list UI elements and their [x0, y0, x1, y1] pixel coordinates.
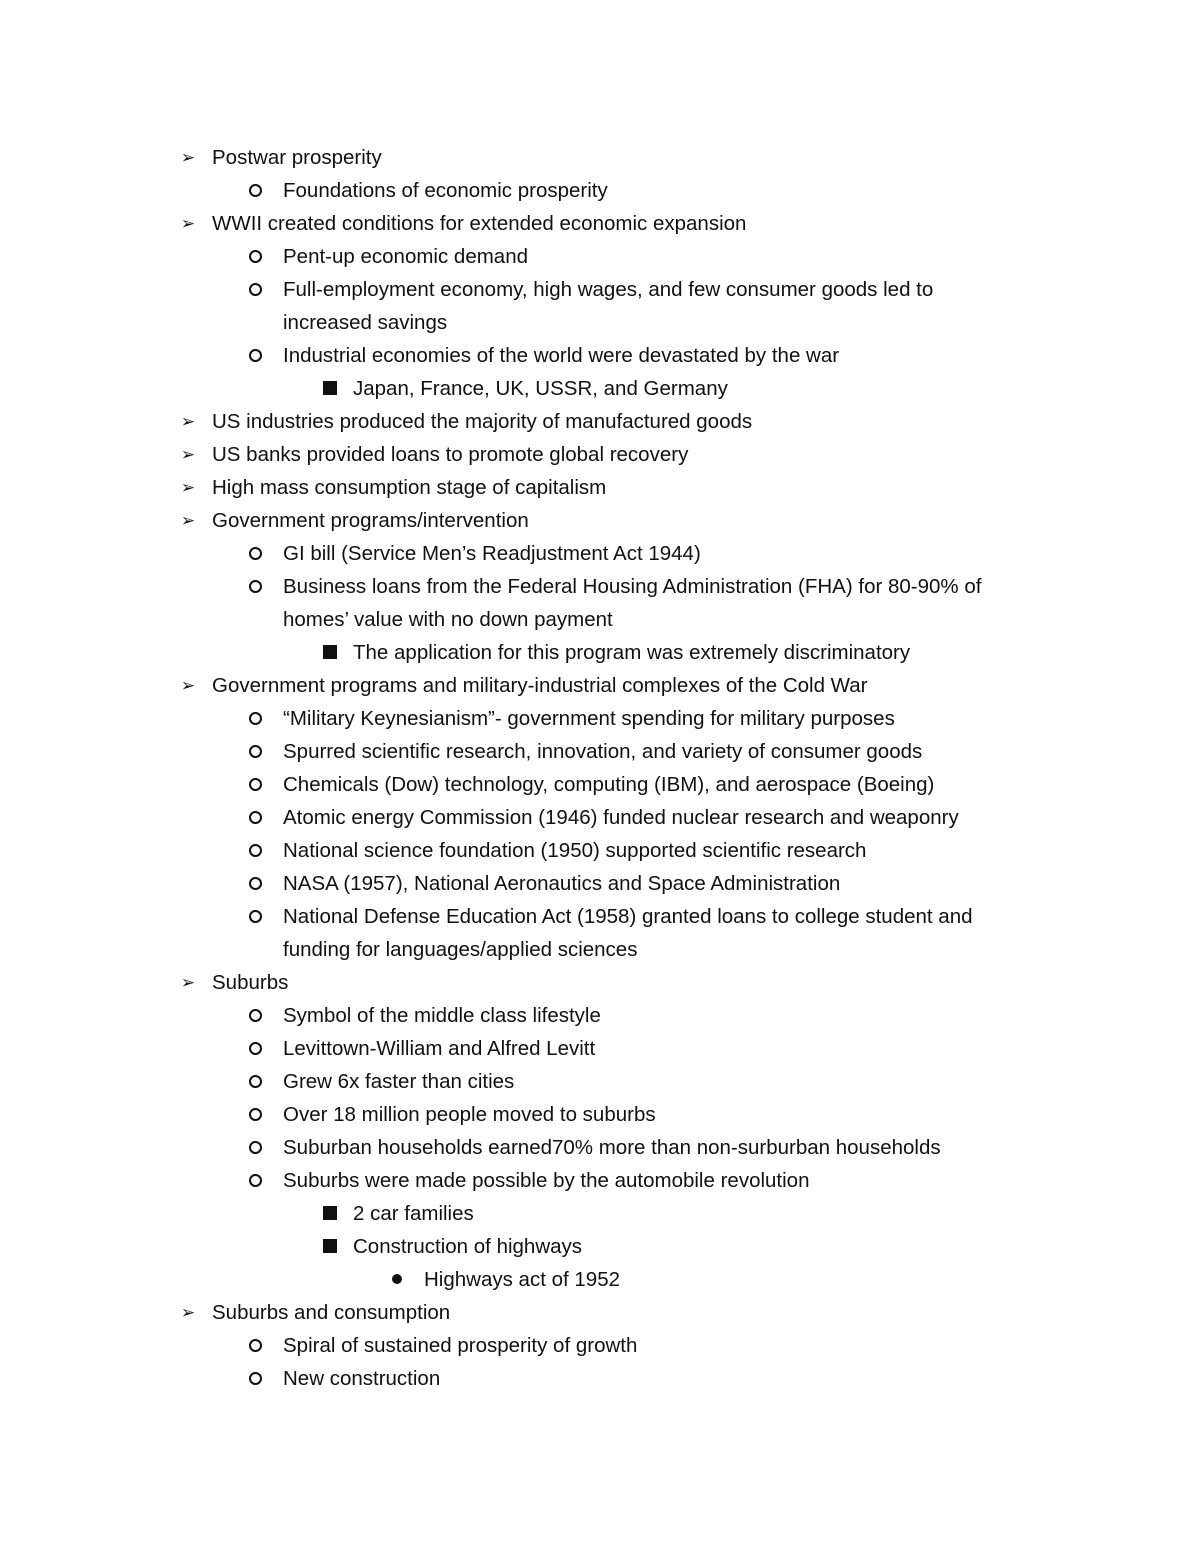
arrow-bullet-icon: ➢ [180, 214, 196, 233]
hollow-circle-bullet-icon [247, 174, 263, 207]
outline-item-text: Spurred scientific research, innovation, and variety of consumer goods [283, 740, 923, 763]
outline-item-text: Suburban households earned70% more than non-surburban households [283, 1136, 941, 1159]
outline-item-text: GI bill (Service Men’s Readjustment Act 1944) [283, 542, 701, 565]
square-bullet-icon [320, 372, 340, 405]
outline-continuation-line [0, 603, 1200, 636]
notes-outline [0, 141, 1200, 1395]
outline-heading-item [0, 966, 1200, 999]
hollow-circle-bullet-icon [247, 801, 263, 834]
outline-subitem [0, 570, 1200, 603]
arrow-bullet-icon: ➢ [180, 511, 196, 530]
hollow-circle-bullet-icon [247, 867, 263, 900]
outline-item-text: Pent-up economic demand [283, 245, 529, 268]
hollow-circle-bullet-icon [247, 537, 263, 570]
square-bullet-icon [320, 636, 340, 669]
outline-item-text: WWII created conditions for extended economic expansion [212, 212, 747, 235]
hollow-circle-bullet-icon [247, 240, 263, 273]
outline-subitem [0, 768, 1200, 801]
outline-item-text: National science foundation (1950) supported scientific research [283, 839, 867, 862]
outline-subitem [0, 174, 1200, 207]
outline-item-text: Suburbs and consumption [212, 1301, 451, 1324]
outline-subitem [0, 1032, 1200, 1065]
outline-item-text: Atomic energy Commission (1946) funded nuclear research and weaponry [283, 806, 959, 829]
outline-sub-subitem [0, 636, 1200, 669]
hollow-circle-bullet-icon [247, 570, 263, 603]
outline-subitem [0, 240, 1200, 273]
outline-item-text: Over 18 million people moved to suburbs [283, 1103, 656, 1126]
filled-dot-bullet-icon [389, 1263, 405, 1296]
hollow-circle-bullet-icon [247, 735, 263, 768]
hollow-circle-bullet-icon [247, 834, 263, 867]
hollow-circle-bullet-icon [247, 1164, 263, 1197]
outline-item-text: funding for languages/applied sciences [283, 938, 638, 961]
hollow-circle-bullet-icon [247, 1131, 263, 1164]
outline-subitem [0, 801, 1200, 834]
outline-item-text: 2 car families [353, 1202, 474, 1225]
square-bullet-icon [320, 1230, 340, 1263]
arrow-bullet-icon: ➢ [180, 676, 196, 695]
hollow-circle-bullet-icon [247, 900, 263, 933]
outline-continuation-line [0, 933, 1200, 966]
outline-item-text: Government programs and military-industrial complexes of the Cold War [212, 674, 868, 697]
arrow-bullet-icon: ➢ [180, 478, 196, 497]
outline-heading-item [0, 141, 1200, 174]
outline-item-text: US banks provided loans to promote global recovery [212, 443, 689, 466]
hollow-circle-bullet-icon [247, 1065, 263, 1098]
outline-item-text: Levittown-William and Alfred Levitt [283, 1037, 596, 1060]
outline-item-text: US industries produced the majority of manufactured goods [212, 410, 753, 433]
hollow-circle-bullet-icon [247, 1098, 263, 1131]
outline-item-text: NASA (1957), National Aeronautics and Space Administration [283, 872, 841, 895]
outline-item-text: Government programs/intervention [212, 509, 529, 532]
outline-item-text: Symbol of the middle class lifestyle [283, 1004, 601, 1027]
outline-subitem [0, 273, 1200, 306]
outline-item-text: Full-employment economy, high wages, and few consumer goods led to [283, 278, 934, 301]
hollow-circle-bullet-icon [247, 999, 263, 1032]
outline-sub-subitem [0, 1197, 1200, 1230]
outline-heading-item [0, 504, 1200, 537]
arrow-bullet-icon: ➢ [180, 148, 196, 167]
outline-subitem [0, 1329, 1200, 1362]
hollow-circle-bullet-icon [247, 339, 263, 372]
arrow-bullet-icon: ➢ [180, 973, 196, 992]
arrow-bullet-icon: ➢ [180, 412, 196, 431]
outline-subitem [0, 1065, 1200, 1098]
outline-subitem [0, 1164, 1200, 1197]
outline-item-text: Foundations of economic prosperity [283, 179, 608, 202]
outline-sub-subitem [0, 1230, 1200, 1263]
outline-heading-item [0, 1296, 1200, 1329]
outline-subitem [0, 339, 1200, 372]
outline-subitem [0, 867, 1200, 900]
outline-continuation-line [0, 306, 1200, 339]
outline-subitem [0, 735, 1200, 768]
outline-item-text: Japan, France, UK, USSR, and Germany [353, 377, 728, 400]
outline-subitem [0, 537, 1200, 570]
outline-item-text: “Military Keynesianism”- government spending for military purposes [283, 707, 895, 730]
outline-subitem [0, 834, 1200, 867]
outline-subitem [0, 702, 1200, 735]
outline-item-text: High mass consumption stage of capitalism [212, 476, 607, 499]
outline-item-text: Chemicals (Dow) technology, computing (IBM), and aerospace (Boeing) [283, 773, 935, 796]
outline-item-text: Spiral of sustained prosperity of growth [283, 1334, 638, 1357]
arrow-bullet-icon: ➢ [180, 445, 196, 464]
outline-subitem [0, 900, 1200, 933]
outline-heading-item [0, 669, 1200, 702]
hollow-circle-bullet-icon [247, 1362, 263, 1395]
outline-heading-item [0, 471, 1200, 504]
outline-subitem [0, 1131, 1200, 1164]
outline-item-text: The application for this program was extremely discriminatory [353, 641, 911, 664]
arrow-bullet-icon: ➢ [180, 1303, 196, 1322]
outline-item-text: Postwar prosperity [212, 146, 382, 169]
outline-heading-item [0, 207, 1200, 240]
outline-item-text: increased savings [283, 311, 448, 334]
outline-item-text: Business loans from the Federal Housing Administration (FHA) for 80-90% of [283, 575, 982, 598]
hollow-circle-bullet-icon [247, 768, 263, 801]
outline-subitem [0, 999, 1200, 1032]
outline-item-text: Industrial economies of the world were devastated by the war [283, 344, 840, 367]
outline-heading-item [0, 438, 1200, 471]
outline-subitem [0, 1362, 1200, 1395]
outline-item-text: National Defense Education Act (1958) granted loans to college student and [283, 905, 973, 928]
outline-item-text: Suburbs were made possible by the automobile revolution [283, 1169, 810, 1192]
outline-item-text: Suburbs [212, 971, 289, 994]
outline-item-text: New construction [283, 1367, 441, 1390]
outline-item-text: Construction of highways [353, 1235, 583, 1258]
outline-sub-subitem [0, 372, 1200, 405]
hollow-circle-bullet-icon [247, 1032, 263, 1065]
square-bullet-icon [320, 1197, 340, 1230]
outline-deep-item [0, 1263, 1200, 1296]
outline-item-text: Highways act of 1952 [424, 1268, 621, 1291]
hollow-circle-bullet-icon [247, 1329, 263, 1362]
hollow-circle-bullet-icon [247, 273, 263, 306]
hollow-circle-bullet-icon [247, 702, 263, 735]
outline-subitem [0, 1098, 1200, 1131]
outline-item-text: Grew 6x faster than cities [283, 1070, 515, 1093]
outline-item-text: homes’ value with no down payment [283, 608, 613, 631]
outline-heading-item [0, 405, 1200, 438]
